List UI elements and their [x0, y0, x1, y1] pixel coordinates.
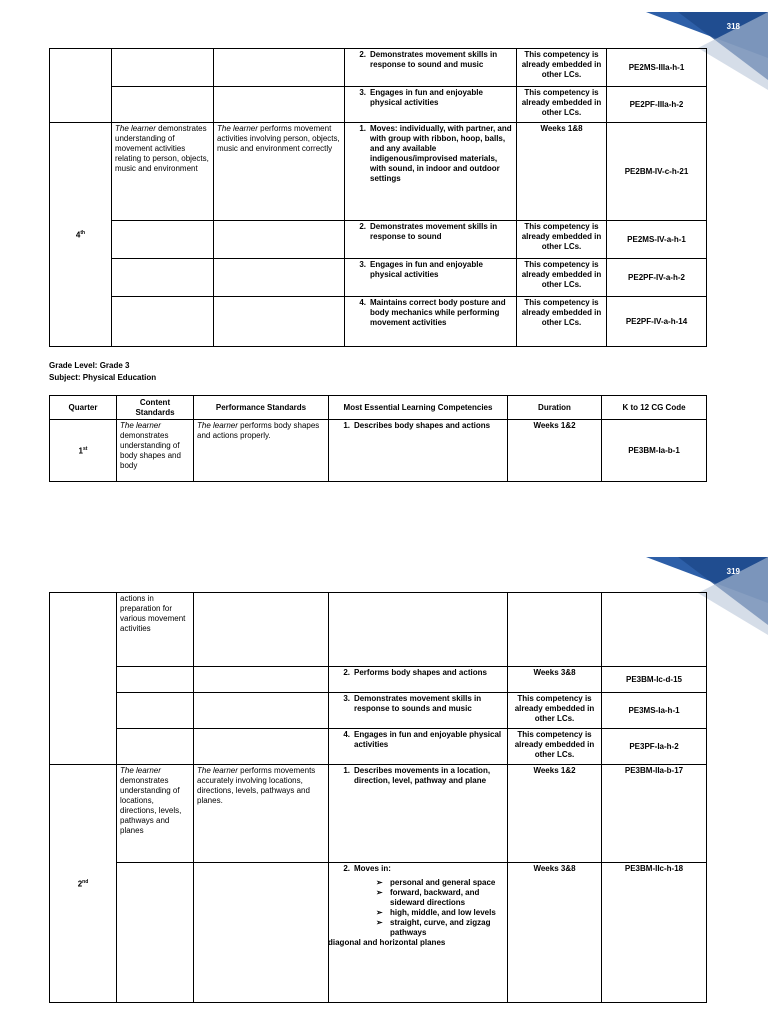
code-cell: PE2BM-IV-c-h-21 — [607, 123, 707, 221]
table-row — [50, 221, 707, 259]
table-row — [50, 593, 707, 667]
table-row — [50, 297, 707, 347]
table-row — [50, 87, 707, 123]
competency-cell: 2. Demonstrates movement skills in response to sound and music — [345, 49, 517, 87]
competency-cell: 2. Moves in: ➢ personal and general space ➢ forward, backward, and sideward directions ➢ high, middle, and low levels ➢ straight, curve, and zigzag pathways diagonal and horizontal planes — [329, 863, 508, 1003]
competency-cell: 3. Engages in fun and enjoyable physical activities — [345, 259, 517, 297]
content-standard-cell: The learner demonstrates understanding of movement activities relating to person, objects, music and environment — [112, 123, 214, 221]
grade3-continuation-table — [49, 592, 707, 1003]
grade2-continuation-table — [49, 48, 707, 347]
duration-cell: Weeks 1&2 — [508, 420, 602, 482]
table-row — [50, 693, 707, 729]
content-standard-cell: The learner demonstrates understanding of body shapes and body — [117, 420, 194, 482]
grade-level-label: Grade Level: Grade 3 — [49, 361, 130, 370]
header-cg-code: K to 12 CG Code — [602, 396, 707, 420]
duration-cell: This competency is already embedded in other LCs. — [517, 259, 607, 297]
header-competencies: Most Essential Learning Competencies — [329, 396, 508, 420]
trailing-text: diagonal and horizontal planes — [328, 938, 446, 947]
table-row — [50, 667, 707, 693]
list-item: ➢ straight, curve, and zigzag pathways — [376, 918, 504, 938]
code-cell: PE3PF-Ia-h-2 — [602, 729, 707, 765]
competency-cell: 3. Demonstrates movement skills in response to sounds and music — [329, 693, 508, 729]
list-item: ➢ personal and general space — [376, 878, 504, 888]
page-319 — [0, 545, 768, 1024]
competency-cell: 4. Engages in fun and enjoyable physical activities — [329, 729, 508, 765]
competency-cell: 2. Demonstrates movement skills in response to sound — [345, 221, 517, 259]
code-cell: PE3BM-Ia-b-1 — [602, 420, 707, 482]
code-cell: PE2MS-IV-a-h-1 — [607, 221, 707, 259]
duration-cell: Weeks 3&8 — [508, 863, 602, 1003]
grade3-meta — [49, 360, 156, 384]
code-cell: PE3BM-IIc-h-18 — [602, 863, 707, 1003]
competency-cell: 3. Engages in fun and enjoyable physical activities — [345, 87, 517, 123]
competency-cell: 1. Describes body shapes and actions — [329, 420, 508, 482]
list-item: ➢ high, middle, and low levels — [376, 908, 504, 918]
duration-cell: Weeks 3&8 — [508, 667, 602, 693]
movement-list — [332, 878, 504, 938]
header-duration: Duration — [508, 396, 602, 420]
duration-cell: This competency is already embedded in other LCs. — [508, 693, 602, 729]
competency-cell: 1. Describes movements in a location, direction, level, pathway and plane — [329, 765, 508, 863]
performance-standard-cell: The learner performs body shapes and actions properly. — [194, 420, 329, 482]
page-number: 318 — [726, 22, 740, 31]
duration-cell: This competency is already embedded in other LCs. — [508, 729, 602, 765]
subject-label: Subject: Physical Education — [49, 373, 157, 382]
quarter-cell: 2nd — [50, 765, 117, 1003]
quarter-cell: 1st — [50, 420, 117, 482]
quarter-cell: 4th — [50, 123, 112, 347]
performance-standard-cell: The learner performs movement activities involving person, objects, music and environment correctly — [214, 123, 345, 221]
table-row — [50, 420, 707, 482]
table-row — [50, 123, 707, 221]
table-row — [50, 49, 707, 87]
duration-cell: Weeks 1&2 — [508, 765, 602, 863]
header-quarter: Quarter — [50, 396, 117, 420]
code-cell: PE3BM-Ic-d-15 — [602, 667, 707, 693]
table-row — [50, 765, 707, 863]
competency-cell: 2. Performs body shapes and actions — [329, 667, 508, 693]
duration-cell: This competency is already embedded in other LCs. — [517, 87, 607, 123]
header-content-standards: Content Standards — [117, 396, 194, 420]
code-cell: PE2PF-IIIa-h-2 — [607, 87, 707, 123]
page-number: 319 — [726, 567, 740, 576]
content-standard-cell: The learner demonstrates understanding of locations, directions, levels, pathways and planes — [117, 765, 194, 863]
code-cell: PE2PF-IV-a-h-14 — [607, 297, 707, 347]
table-row — [50, 259, 707, 297]
duration-cell: This competency is already embedded in other LCs. — [517, 49, 607, 87]
competency-cell: 1. Moves: individually, with partner, and with group with ribbon, hoop, balls, and any available indigenous/improvised materials, with sound, in indoor and outdoor settings — [345, 123, 517, 221]
table-row — [50, 729, 707, 765]
table-row — [50, 863, 707, 1003]
table-header-row — [50, 396, 707, 420]
competency-cell: 4. Maintains correct body posture and body mechanics while performing movement activities — [345, 297, 517, 347]
grade3-table — [49, 395, 707, 482]
performance-standard-cell: The learner performs movements accurately involving locations, directions, levels, pathways and planes. — [194, 765, 329, 863]
duration-cell: Weeks 1&8 — [517, 123, 607, 221]
code-cell: PE3MS-Ia-h-1 — [602, 693, 707, 729]
header-performance-standards: Performance Standards — [194, 396, 329, 420]
content-standard-cell: actions in preparation for various movement activities — [117, 593, 194, 667]
code-cell: PE2MS-IIIa-h-1 — [607, 49, 707, 87]
code-cell: PE2PF-IV-a-h-2 — [607, 259, 707, 297]
list-item: ➢ forward, backward, and sideward directions — [376, 888, 504, 908]
duration-cell: This competency is already embedded in other LCs. — [517, 221, 607, 259]
duration-cell: This competency is already embedded in other LCs. — [517, 297, 607, 347]
code-cell: PE3BM-IIa-b-17 — [602, 765, 707, 863]
